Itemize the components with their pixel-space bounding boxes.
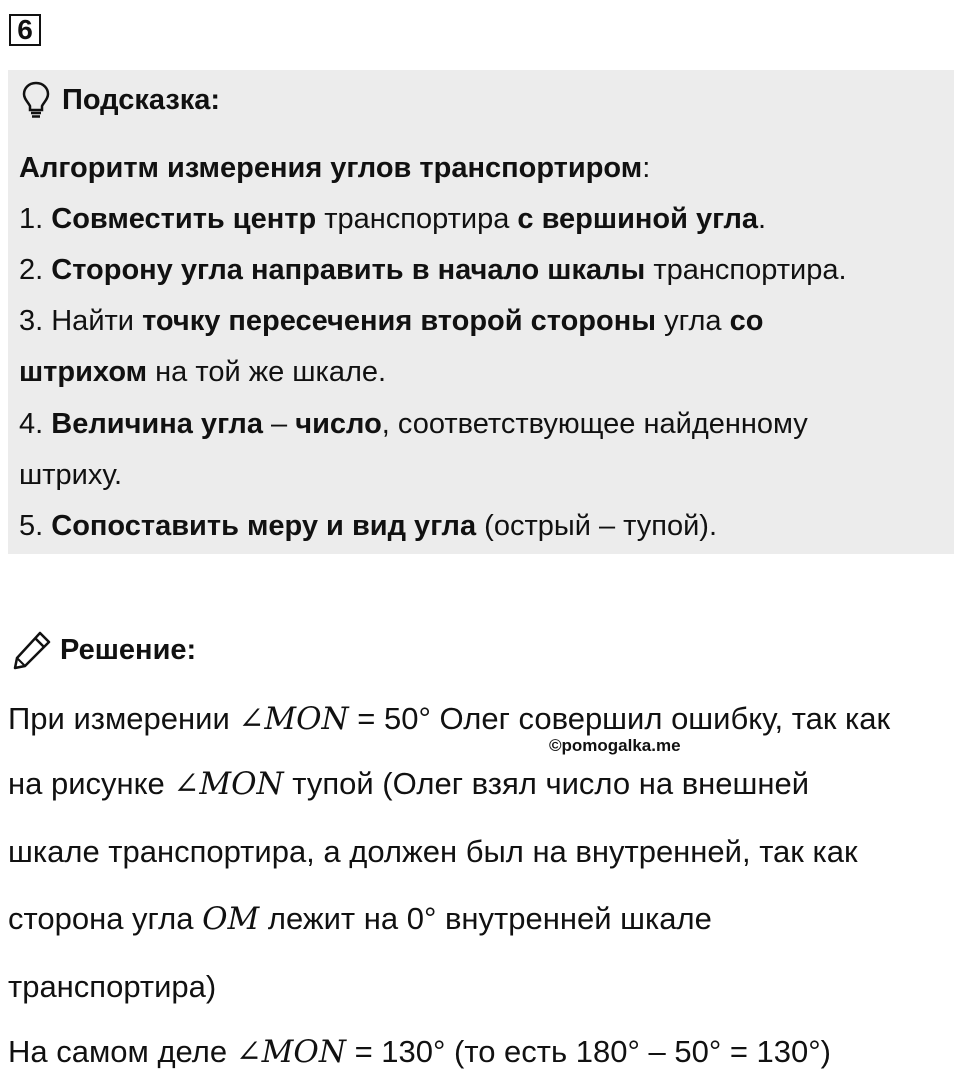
hint-line-1 (19, 201, 766, 237)
bold-text: Величина угла (51, 408, 263, 440)
text-run: транспортира. (645, 254, 847, 286)
hint-title: Подсказка: (62, 83, 221, 116)
bold-text: точку пересечения второй стороны (142, 305, 657, 337)
text-run: транспортира) (8, 969, 217, 1004)
hint-heading (20, 80, 220, 120)
text-run: на той же шкале. (147, 356, 387, 388)
text-run: на рисунке (8, 766, 174, 801)
pencil-icon (10, 628, 54, 672)
solution-line-4 (8, 967, 216, 1007)
bold-text: с вершиной угла (517, 203, 759, 235)
text-run: 3. Найти (19, 305, 143, 337)
solution-heading (10, 628, 196, 672)
text-run: = 50° Олег совершил ошибку, так как (348, 701, 891, 736)
text-run: = 130° (то есть 180° – 50° = 130°) (345, 1034, 831, 1069)
text-run: (острый – тупой). (476, 510, 718, 542)
hint-line-5 (19, 406, 808, 442)
text-run: При измерении (8, 701, 239, 736)
bold-text: Алгоритм измерения углов транспортиром (19, 152, 643, 184)
text-run: тупой (Олег взял число на внешней (283, 766, 810, 801)
text-run: 1. (19, 203, 52, 235)
hint-line-3 (19, 303, 763, 339)
text-run: лежит на 0° внутренней шкале (259, 901, 712, 936)
solution-line-2 (8, 832, 858, 872)
watermark: ©pomogalka.me (549, 736, 681, 755)
bold-text: Сторону угла направить в начало шкалы (51, 254, 646, 286)
bold-text: Совместить центр (51, 203, 317, 235)
math-expression: ∠MON (173, 766, 284, 802)
text-run: – (262, 408, 296, 440)
hint-line-6 (19, 457, 122, 493)
hint-line-7 (19, 508, 717, 544)
text-run: 5. (19, 510, 52, 542)
bold-text: Сопоставить меру и вид угла (51, 510, 477, 542)
text-run: 4. (19, 408, 52, 440)
text-run: 2. (19, 254, 52, 286)
text-run: угла (656, 305, 730, 337)
text-run: : (642, 152, 651, 184)
bold-text: штрихом (19, 356, 148, 388)
task-number-box (9, 14, 41, 46)
math-expression: OM (202, 901, 260, 937)
math-expression: ∠MON (238, 701, 349, 737)
text-run: шкале транспортира, а должен был на внутренней, так как (8, 834, 858, 869)
hint-line-4 (19, 354, 386, 390)
text-run: , соответствующее найденному (381, 408, 808, 440)
solution-line-3 (8, 899, 712, 939)
solution-line-0 (8, 699, 890, 739)
text-run: сторона угла (8, 901, 203, 936)
hint-line-2 (19, 252, 847, 288)
math-expression: ∠MON (235, 1034, 346, 1070)
hint-line-0 (19, 150, 650, 186)
text-run: На самом деле (8, 1034, 236, 1069)
text-run: . (758, 203, 767, 235)
text-run: транспортира (316, 203, 518, 235)
solution-line-1 (8, 764, 809, 804)
text-run: штриху. (19, 459, 123, 491)
solution-title: Решение: (60, 633, 197, 666)
task-number: 6 (17, 14, 33, 45)
bold-text: число (295, 408, 382, 440)
solution-line-5 (8, 1032, 831, 1072)
bold-text: со (729, 305, 764, 337)
lightbulb-icon (20, 80, 52, 120)
